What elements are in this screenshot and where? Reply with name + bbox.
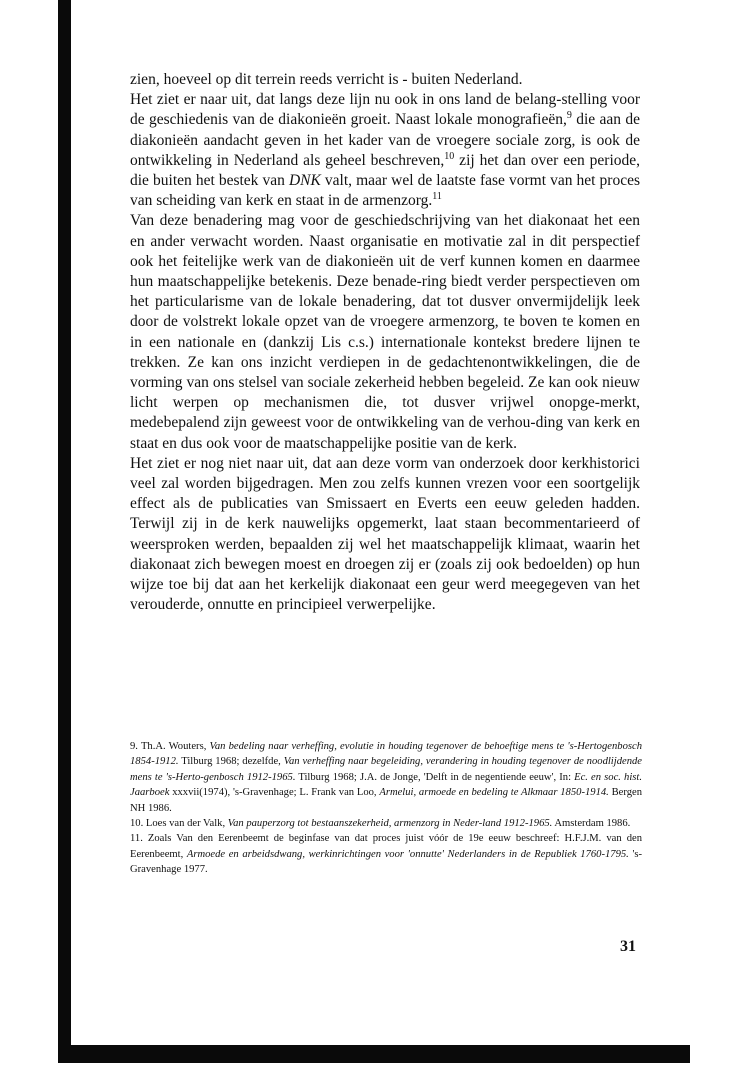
italic-text: Ec. en soc. hist. Jaarboek: [130, 771, 642, 799]
text-run: 9. Th.A. Wouters,: [130, 741, 210, 752]
footnote-9: [130, 739, 642, 816]
body-text: [130, 70, 640, 615]
paragraph-4: [130, 454, 640, 616]
italic-text: Van bedeling naar verheffing, evolutie in houding tegenover de behoeftige mens te 's-Hertogenbosch 1854-1912.: [130, 741, 642, 768]
italic-text: DNK: [288, 172, 321, 190]
text-run: Het ziet er naar uit, dat langs deze lijn nu ook in ons land de belang-stelling voor de geschiedenis van de diakonieën groeit. Naast lokale monografieën,: [130, 91, 640, 129]
italic-text: Armelui, armoede en bedeling te Alkmaar 1850-1914.: [379, 787, 609, 799]
footnote-11: [130, 831, 642, 877]
paragraph-2: [130, 90, 640, 211]
paragraph-3: [130, 211, 640, 453]
footnote-reference: 9: [566, 110, 572, 122]
italic-text: Armoede en arbeidsdwang, werkinrichtingen voor 'onnutte' Nederlanders in de Republiek 1760-1795.: [186, 848, 629, 860]
scan-border-bottom: [58, 1045, 690, 1063]
text-run: zij het dan over een periode, die buiten het bestek van: [130, 151, 640, 190]
text-run: Tilburg 1968; dezelfde,: [178, 756, 284, 768]
text-run: Bergen NH 1986.: [130, 787, 642, 814]
footnote-reference: 10: [444, 150, 455, 162]
scan-border-left: [58, 0, 71, 1045]
footnote-10: [130, 816, 642, 831]
text-run: xxxvii(1974), 's-Gravenhage; L. Frank van Loo,: [169, 787, 380, 799]
italic-text: Van verheffing naar begeleiding, verandering in houding tegenover de noodlijdende mens te 's-Herto-genbosch 1912-1965.: [130, 756, 642, 783]
text-run: Amsterdam 1986.: [552, 818, 631, 830]
text-run: 11. Zoals Van den Eerenbeemt de beginfase van dat proces juist vóór de 19e eeuw beschreef: H.F.J.M. van den Eerenbeemt,: [130, 833, 642, 860]
italic-text: Van pauperzorg tot bestaanszekerheid, armenzorg in Neder-land 1912-1965.: [227, 818, 553, 830]
text-run: Het ziet er nog niet naar uit, dat aan deze vorm van onderzoek door kerkhistorici veel zal worden bijgedragen. Men zou zelfs kunnen vrezen voor een soortgelijk effect als de publicaties van Smissaert en Everts een eeuw geleden hadden. Terwijl zij in de kerk nauwelijks opgemerkt, laat staan becommentarieerd of weersproken werden, bepaalden zij wel het maatschappelijk klimaat, waarin het diakonaat zich bewegen moest en droegen zij er (zoals zij ook bedoelden) op hun wijze toe bij dat aan het kerkelijk diakonaat een geur werd meegegeven van het verouderde, onnutte en principieel verwerpelijke.: [130, 454, 640, 614]
text-run: Van deze benadering mag voor de geschiedschrijving van het diakonaat het een en ander verwacht worden. Naast organisatie en motivatie zal in dit perspectief ook het feitelijke werk van de diakonieën uit de verf kunnen komen en daarmee hun maatschappelijke betekenis. Deze benade-ring biedt verder perspectieven om het particularisme van de lokale benadering, dat tot dusver onvermijdelijk leek door de volstrekt lokale opzet van de vroegere armenzorg, te boven te komen en in een nationale en (dankzij Lis c.s.) internationale kontekst bredere lijnen te trekken. Ze kan ons inzicht verdiepen in de gedachtenontwikkelingen, die de vorming van ons stelsel van sociale zekerheid hebben begeleid. Ze kan ook nieuw licht werpen op mechanismen die, tot dusver vrijwel onopge-merkt, medebepalend zijn geweest voor de ontwikkeling van de verhou-ding van kerk en staat en dus ook voor de maatschappelijke positie van de kerk.: [130, 212, 640, 452]
text-run: Tilburg 1968; J.A. de Jonge, 'Delft in de negentiende eeuw', In:: [295, 771, 575, 783]
text-run: valt, maar wel de laatste fase vormt van het proces van scheiding van kerk en staat in de armenzorg.: [130, 172, 640, 210]
text-run: 10. Loes van der Valk,: [130, 818, 228, 830]
footnotes: [130, 739, 642, 878]
footnote-reference: 11: [432, 191, 442, 203]
text-run: 's-Gravenhage 1977.: [130, 848, 642, 876]
text-run: zien, hoeveel op dit terrein reeds verricht is - buiten Nederland.: [130, 71, 523, 88]
page-number: 31: [620, 938, 636, 955]
text-run: die aan de diakonieën aandacht geven in het kader van de vroegere sociale zorg, is ook de ontwikkeling in Nederland als geheel beschreven,: [130, 111, 640, 169]
paragraph-1: [130, 70, 640, 90]
